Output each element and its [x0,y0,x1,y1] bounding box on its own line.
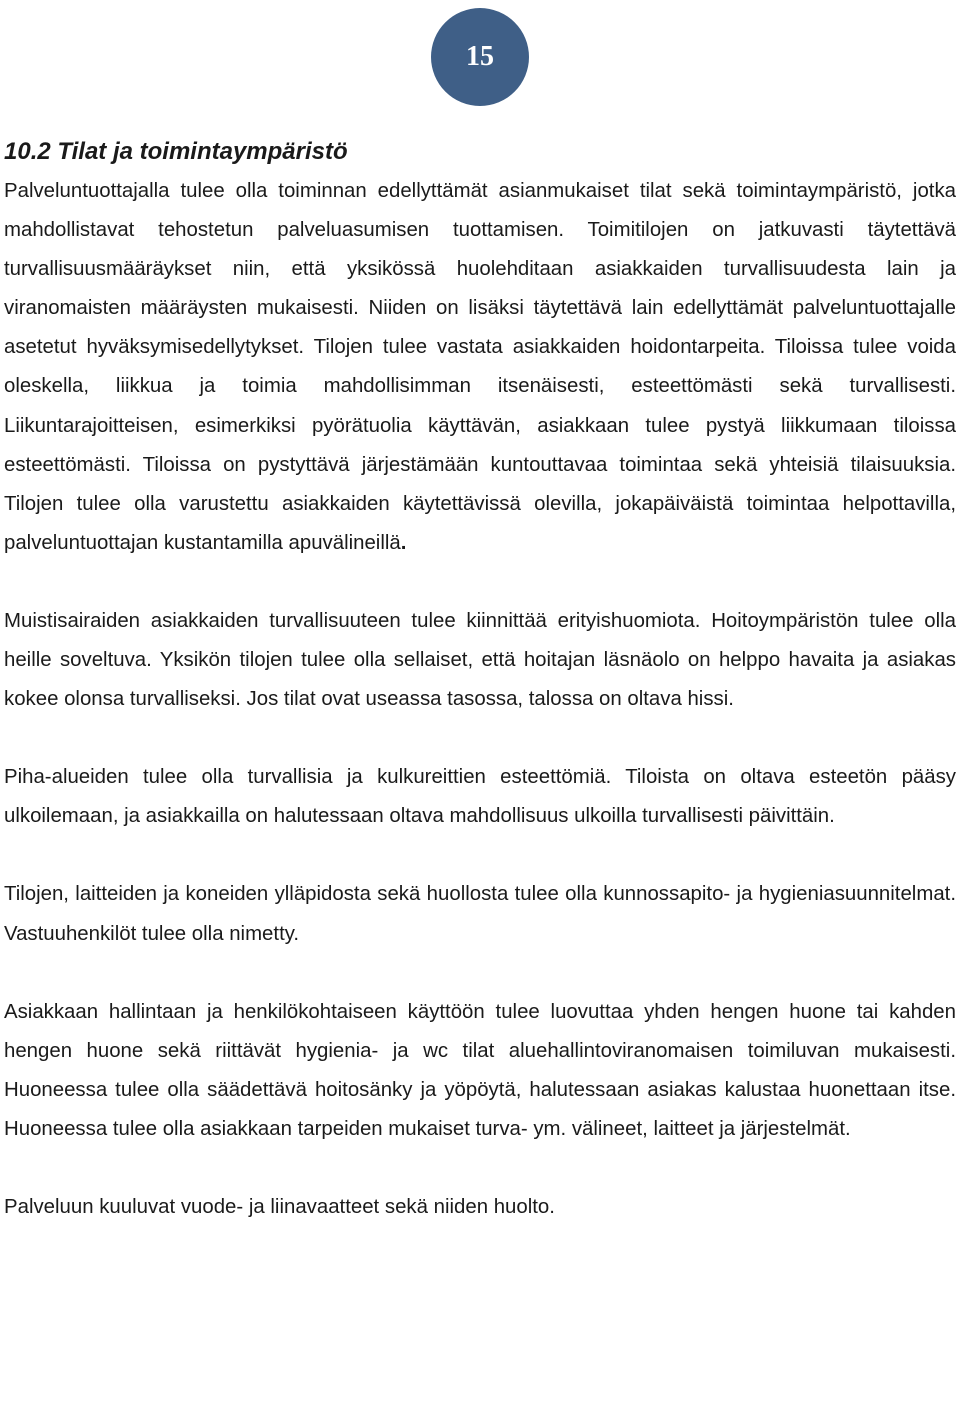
paragraph-yard-areas: Piha-alueiden tulee olla turvallisia ja kulkureittien esteettömiä. Tiloista on oltava esteetön pääsy ulkoilemaan, ja asiakkailla on halutessaan oltava mahdollisuus ulkoilla turvallisesti päivittäin. [4,766,956,828]
body-text [4,172,956,1227]
section-title: 10.2 Tilat ja toimintaympäristö [4,138,348,165]
paragraph-maintenance: Tilojen, laitteiden ja koneiden ylläpidosta sekä huollosta tulee olla kunnossapito- ja hygieniasuunnitelmat. Vastuuhenkilöt tulee olla nimetty. [4,883,956,945]
paragraph-facilities [4,172,956,563]
paragraph-memory-patients: Muistisairaiden asiakkaiden turvallisuuteen tulee kiinnittää erityishuomiota. Hoitoympäristön tulee olla heille soveltuva. Yksikön tilojen tulee olla sellaiset, että hoitajan läsnäolo on helppo havaita ja asiakas kokee olonsa turvalliseksi. Jos tilat ovat useassa tasossa, talossa on oltava hissi. [4,609,956,711]
paragraph-facilities-text: Palveluntuottajalla tulee olla toiminnan edellyttämät asianmukaiset tilat sekä toimintaympäristö, jotka mahdollistavat tehostetun palveluasumisen tuottamisen. Toimitilojen on jatkuvasti täytettävä turvallisuusmääräykset niin, että yksikössä huolehditaan asiakkaiden turvallisuudesta lain ja viranomaisten määräysten mukaisesti. Niiden on lisäksi täytettävä lain edellyttämät palveluntuottajalle asetetut hyväksymisedellytykset. Tilojen tulee vastata asiakkaiden hoidontarpeita. Tiloissa tulee voida oleskella, liikkua ja toimia mahdollisimman itsenäisesti, esteettömästi sekä turvallisesti. Liikuntarajoitteisen, esimerkiksi pyörätuolia käyttävän, asiakkaan tulee pystyä liikkumaan tiloissa esteettömästi. Tiloissa on pystyttävä järjestämään kuntouttavaa toimintaa sekä yhteisiä tilaisuuksia. Tilojen tulee olla varustettu asiakkaiden käytettävissä olevilla, jokapäiväistä toimintaa helpottavilla, palveluntuottajan kustantamilla apuvälineillä [4,180,956,554]
paragraph-linen: Palveluun kuuluvat vuode- ja liinavaatteet sekä niiden huolto. [4,1195,555,1218]
paragraph-client-room: Asiakkaan hallintaan ja henkilökohtaiseen käyttöön tulee luovuttaa yhden hengen huone tai kahden hengen huone sekä riittävät hygienia- ja wc tilat aluehallintoviranomaisen toimiluvan mukaisesti. Huoneessa tulee olla säädettävä hoitosänky ja yöpöytä, halutessaan asiakas kalustaa huonettaan itse. Huoneessa tulee olla asiakkaan tarpeiden mukaiset turva- ym. välineet, laitteet ja järjestelmät. [4,1000,956,1140]
page-number-badge [431,8,529,106]
paragraph-facilities-end: . [400,531,407,554]
page-number: 15 [466,41,494,72]
